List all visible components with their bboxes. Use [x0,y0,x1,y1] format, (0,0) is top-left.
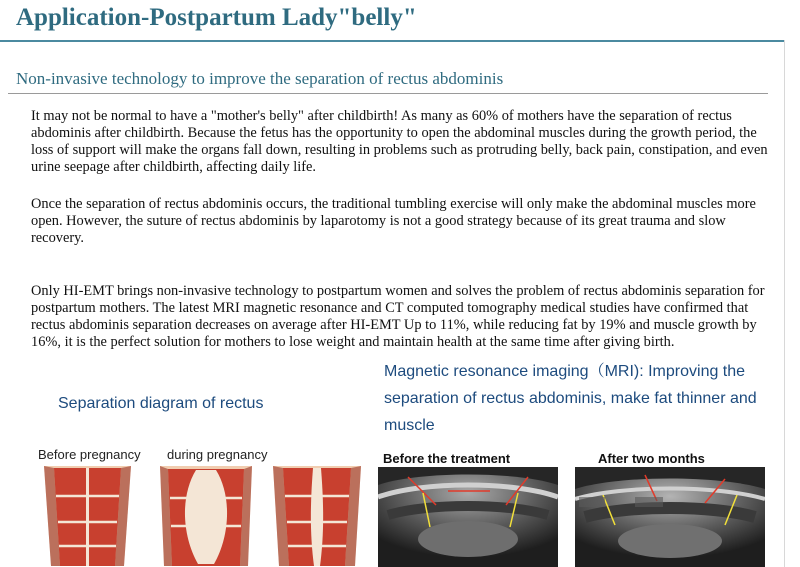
during-pregnancy-label: during pregnancy [167,447,268,462]
paragraph-hi-emt: Only HI-EMT brings non-invasive technology to postpartum women and solves the problem of rectus abdominis separation for postpartum mothers. The latest MRI magnetic resonance and CT computed tomography medical studies have confirmed that rectus abdominis separation decreases on average after HI-EMT Up to 11%, while reducing fat by 19% and muscle growth by 16%, it is the perfect solution for mothers to lose weight and maintain health at the same time after giving birth. [31,283,765,350]
abdomen-before-pregnancy-image [40,466,135,566]
paragraph-intro: It may not be normal to have a "mother's belly" after childbirth! As many as 60% of mothers have the separation of rectus abdominis after childbirth. Because the fetus has the opportunity to open the abdominal muscles during the growth period, the loss of support will make the organs fall down, resulting in problems such as protruding belly, back pain, constipation, and even urine seepage after childbirth, affecting daily life. [31,108,768,175]
section-heading: Non-invasive technology to improve the separation of rectus abdominis [16,69,504,88]
abdomen-during-pregnancy-image [158,466,254,566]
abdomen-after-pregnancy-image [270,466,364,566]
page-title: Application-Postpartum Lady"belly" [16,4,417,31]
mri-after-two-months-image [575,467,765,567]
page-border [784,40,785,567]
after-two-months-label: After two months [598,451,705,466]
before-pregnancy-label: Before pregnancy [38,447,141,462]
separation-diagram-title: Separation diagram of rectus [58,395,264,412]
paragraph-traditional: Once the separation of rectus abdominis occurs, the traditional tumbling exercise will only make the abdominal muscles more open. However, the suture of rectus abdominis by laparotomy is not a good strategy because of its great trauma and slow recovery. [31,196,756,246]
before-treatment-label: Before the treatment [383,451,511,466]
title-divider [0,40,785,42]
mri-before-treatment-image [378,467,558,567]
section-divider [8,93,768,94]
mri-title: Magnetic resonance imaging（MRI): Improving the separation of rectus abdominis, make fat thinner and muscle [384,363,757,434]
